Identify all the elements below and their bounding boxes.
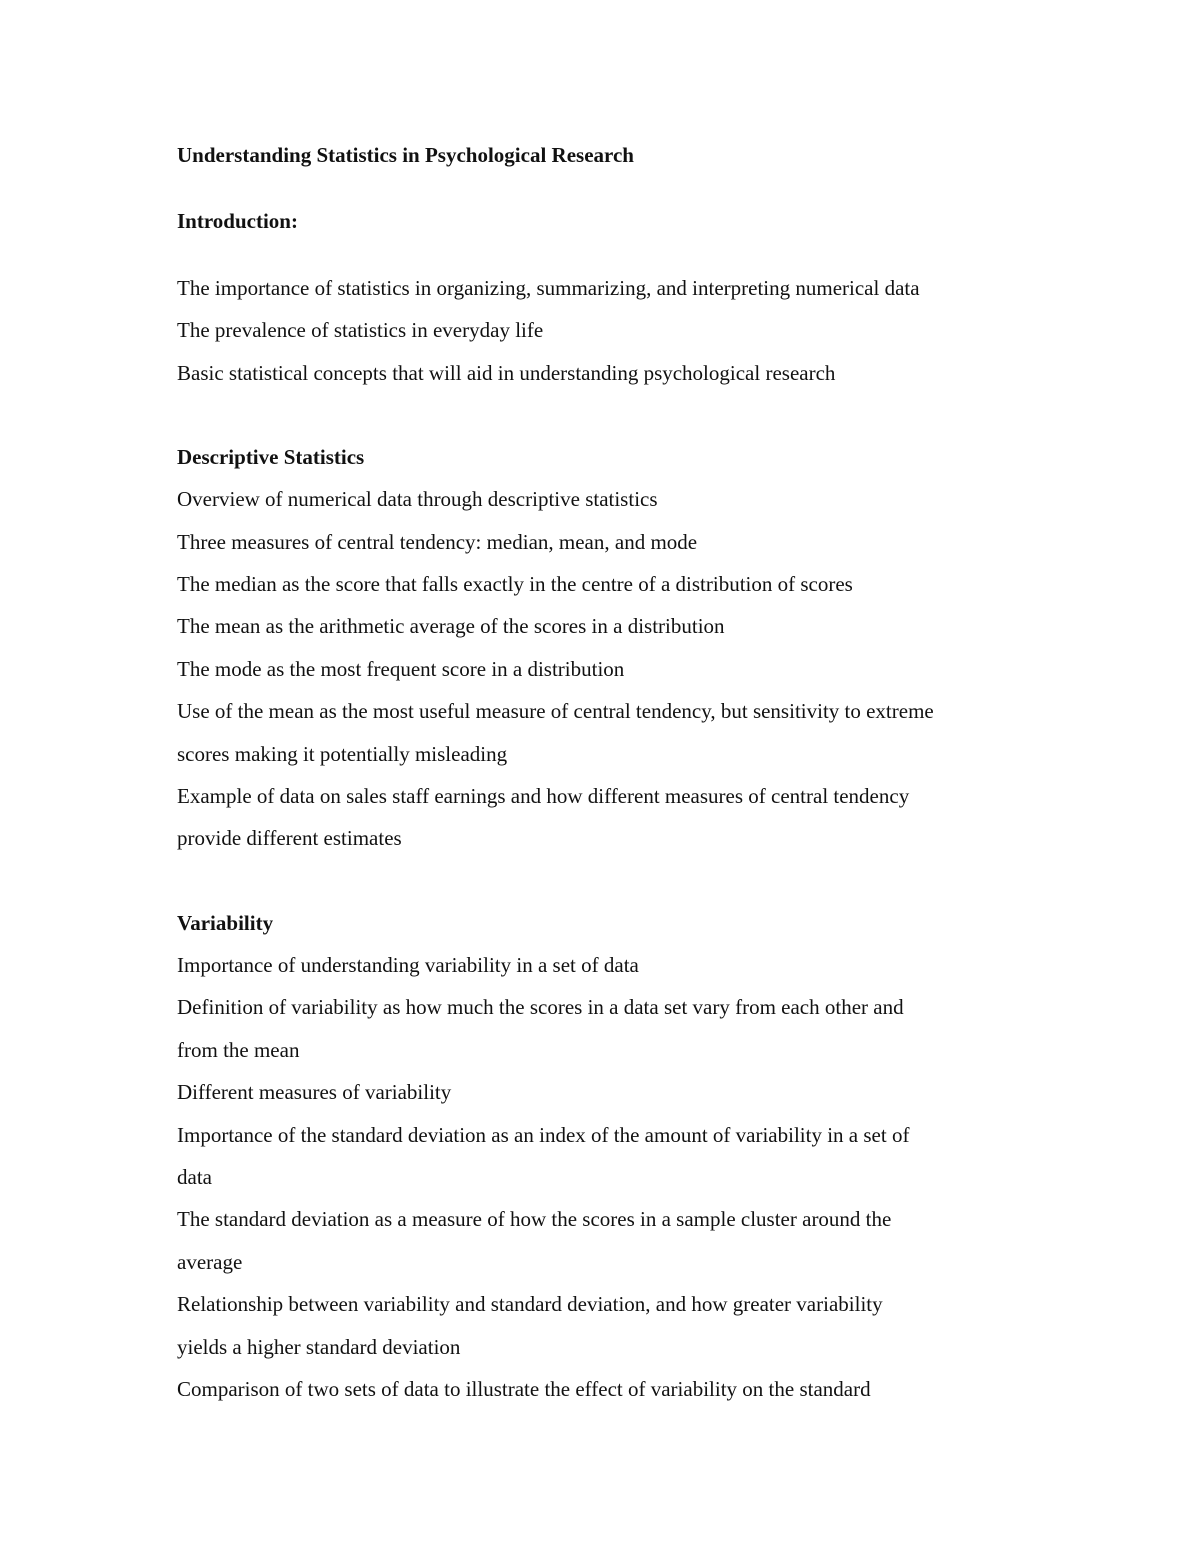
text-line: Importance of understanding variability in a set of data (177, 952, 639, 977)
descriptive-statistics-section (177, 478, 1057, 860)
text-line: The mean as the arithmetic average of the scores in a distribution (177, 614, 725, 639)
text-line: data (177, 1164, 212, 1189)
text-line: The median as the score that falls exactly in the centre of a distribution of scores (177, 572, 853, 597)
text-line: yields a higher standard deviation (177, 1334, 461, 1359)
text-line: The standard deviation as a measure of how the scores in a sample cluster around the (177, 1207, 892, 1232)
text-line: Basic statistical concepts that will aid in understanding psychological research (177, 360, 836, 385)
introduction-section (177, 267, 1057, 394)
text-line: Overview of numerical data through descriptive statistics (177, 487, 658, 512)
text-line: Comparison of two sets of data to illustrate the effect of variability on the standard (177, 1376, 871, 1401)
text-line: Different measures of variability (177, 1080, 452, 1105)
text-line: The importance of statistics in organizing, summarizing, and interpreting numerical data (177, 276, 920, 300)
descriptive-statistics-heading: Descriptive Statistics (177, 445, 365, 470)
text-line: average (177, 1249, 243, 1274)
variability-section (177, 944, 1057, 1410)
text-line: provide different estimates (177, 826, 402, 851)
text-line: The prevalence of statistics in everyday life (177, 318, 544, 343)
text-line: Example of data on sales staff earnings and how different measures of central tendency (177, 784, 910, 809)
variability-heading: Variability (177, 910, 274, 935)
text-line: from the mean (177, 1037, 300, 1062)
introduction-heading: Introduction: (177, 209, 298, 233)
text-line: Use of the mean as the most useful measure of central tendency, but sensitivity to extreme (177, 699, 934, 724)
text-line: Definition of variability as how much the scores in a data set vary from each other and (177, 995, 904, 1020)
text-line: Relationship between variability and standard deviation, and how greater variability (177, 1292, 883, 1317)
text-line: Three measures of central tendency: median, mean, and mode (177, 529, 698, 554)
document-title: Understanding Statistics in Psychological Research (177, 143, 634, 167)
document-body (177, 138, 1057, 1410)
text-line: Importance of the standard deviation as an index of the amount of variability in a set of (177, 1122, 910, 1147)
text-line: scores making it potentially misleading (177, 741, 508, 766)
text-line: The mode as the most frequent score in a distribution (177, 656, 625, 681)
